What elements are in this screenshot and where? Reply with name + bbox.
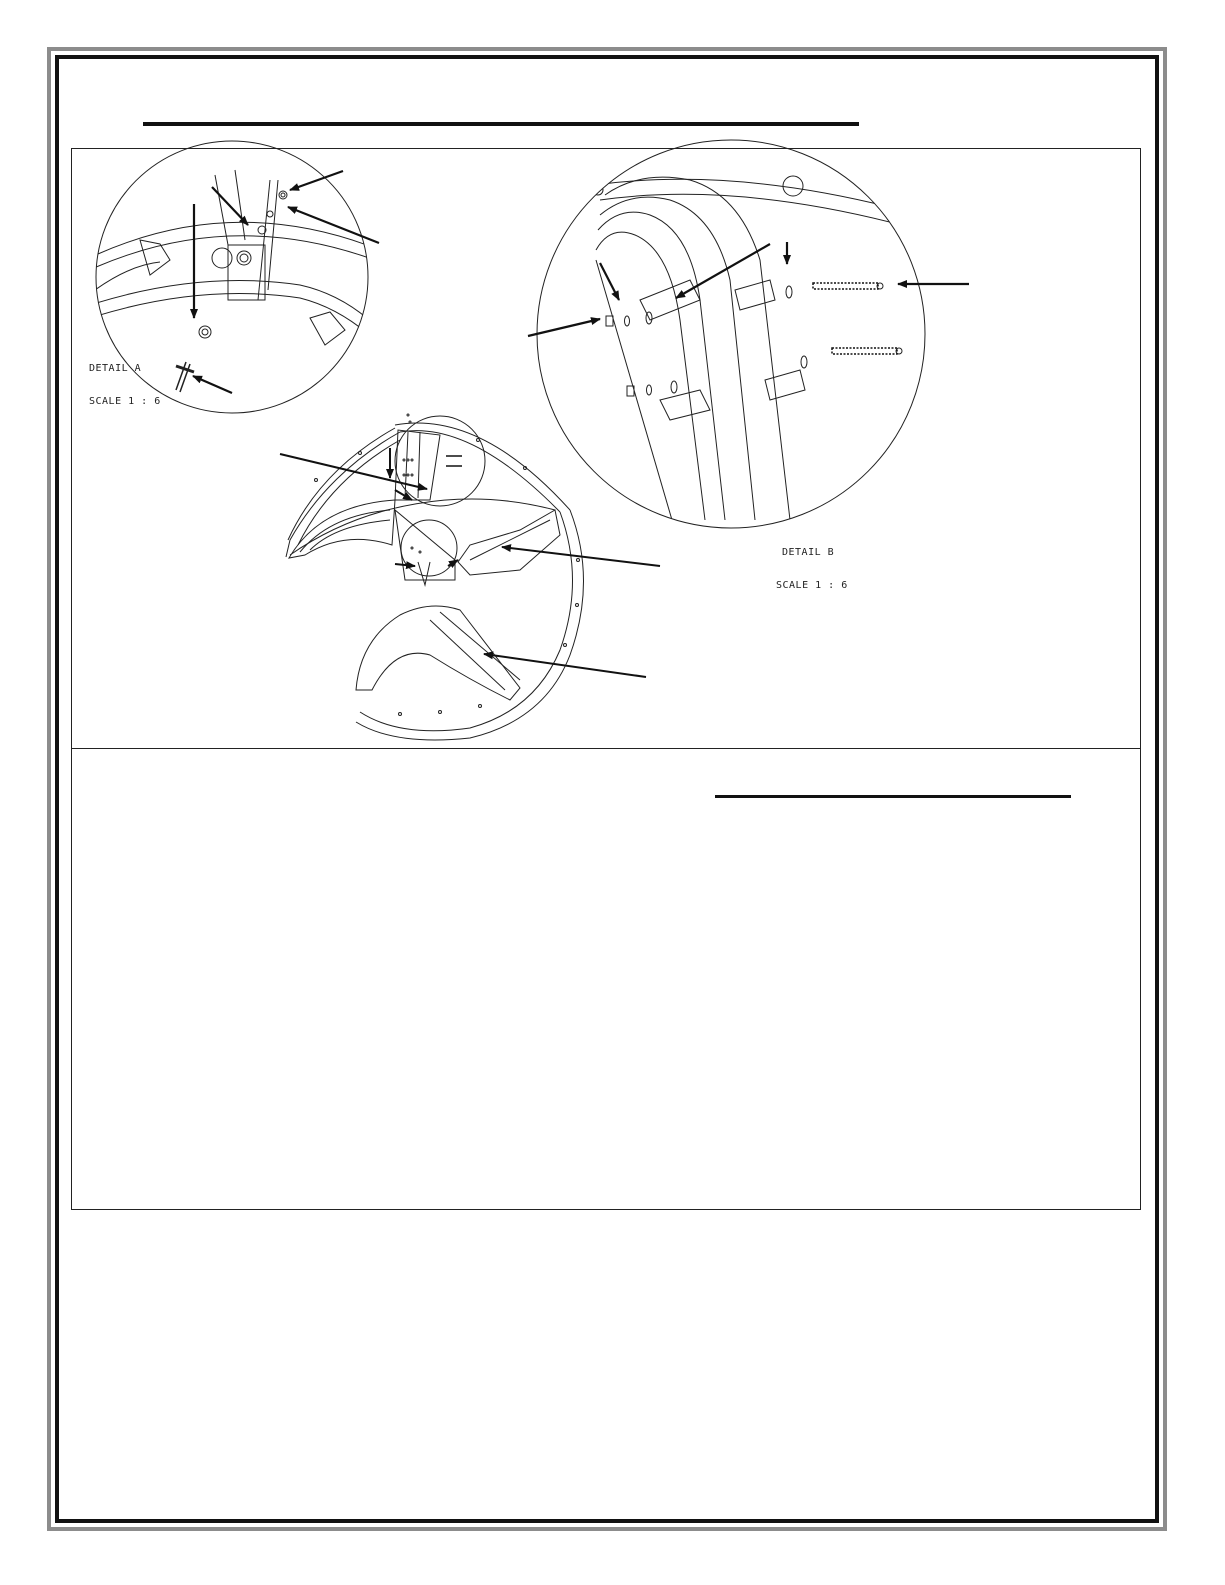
detail-a-scale: SCALE 1 : 6 xyxy=(89,396,161,407)
detail-b-label xyxy=(776,525,848,602)
detail-b-scale: SCALE 1 : 6 xyxy=(776,580,848,591)
detail-b-arrows xyxy=(528,242,969,336)
detail-b-title: DETAIL B xyxy=(782,547,835,558)
detail-a-title: DETAIL A xyxy=(89,363,142,374)
detail-b-view xyxy=(537,140,925,528)
assembly-main-view xyxy=(286,414,584,740)
detail-a-label xyxy=(89,341,161,418)
assembly-arrows xyxy=(280,448,660,677)
